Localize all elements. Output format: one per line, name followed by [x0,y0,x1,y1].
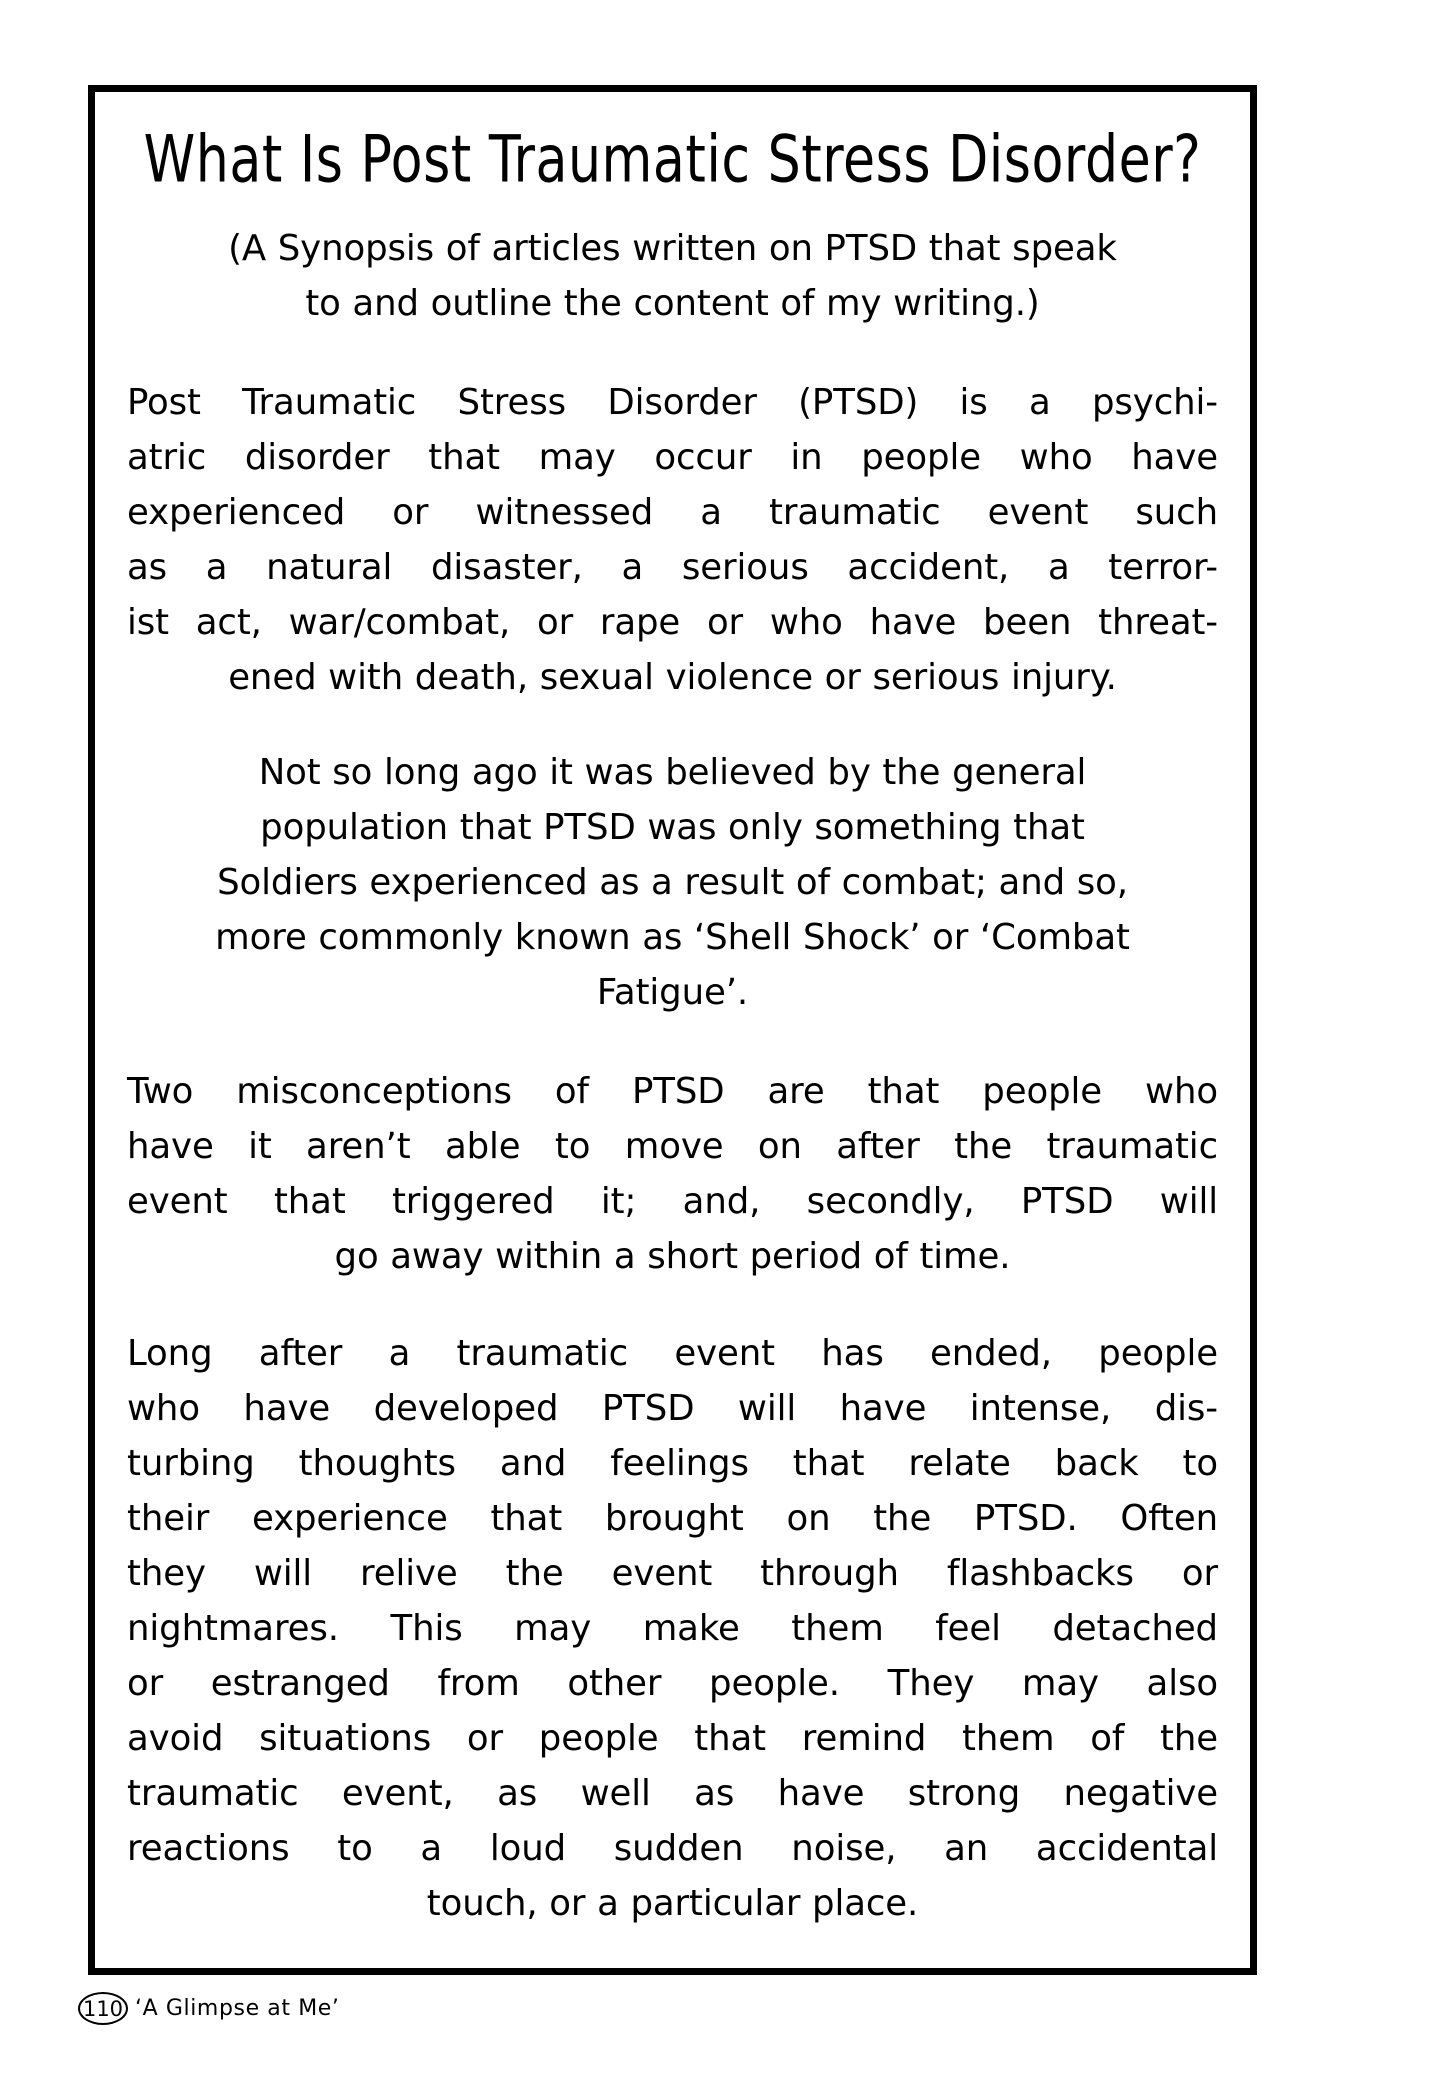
text-line: Long after a traumatic event has ended, people [127,1333,1218,1375]
text-line: or estranged from other people. They may also [127,1663,1218,1705]
text-line: avoid situations or people that remind them of the [127,1718,1218,1760]
page-number-badge: 110 [78,1992,128,2025]
text-line: nightmares. This may make them feel detached [127,1608,1218,1650]
content-frame-border [88,85,1257,1975]
text-line: traumatic event, as well as have strong negative [127,1773,1218,1815]
text-line: reactions to a loud sudden noise, an accidental [127,1828,1218,1870]
text-line: Post Traumatic Stress Disorder (PTSD) is a psychi- [127,382,1218,424]
text-line: atric disorder that may occur in people who have [127,437,1218,479]
book-title-footer: ‘A Glimpse at Me’ [135,1996,340,2021]
text-line: as a natural disaster, a serious accident, a terror- [127,547,1218,589]
text-line: ist act, war/combat, or rape or who have been threat- [127,602,1218,644]
text-line: who have developed PTSD will have intense, dis- [127,1388,1218,1430]
text-line: Fatigue’. [596,972,749,1014]
text-line: Two misconceptions of PTSD are that people who [127,1071,1218,1113]
paragraph-effects [121,1326,1224,1931]
text-line: Not so long ago it was believed by the general [258,752,1087,794]
text-line: go away within a short period of time. [334,1236,1011,1278]
page-title: What Is Post Traumatic Stress Disorder? [143,123,1202,198]
text-line: turbing thoughts and feelings that relate back to [127,1443,1218,1485]
text-line: event that triggered it; and, secondly, PTSD will [127,1181,1218,1223]
text-line: have it aren’t able to move on after the traumatic [127,1126,1218,1168]
paragraph-definition [121,375,1224,705]
text-line: they will relive the event through flashbacks or [127,1553,1218,1595]
text-line: to and outline the content of my writing.) [305,283,1040,325]
text-line: ened with death, sexual violence or serious injury. [228,657,1117,699]
paragraph-misconceptions [121,1064,1224,1284]
text-line: Soldiers experienced as a result of combat; and so, [217,862,1128,904]
content-frame-inner [121,106,1224,1958]
page-footer [78,1992,340,2025]
text-line: population that PTSD was only something that [260,807,1085,849]
text-line: their experience that brought on the PTSD. Often [127,1498,1218,1540]
text-line: experienced or witnessed a traumatic event such [127,492,1218,534]
text-line: (A Synopsis of articles written on PTSD that speak [228,228,1117,270]
paragraph-history [121,745,1224,1020]
text-line: more commonly known as ‘Shell Shock’ or ‘Combat [215,917,1130,959]
paragraph-synopsis [121,221,1224,331]
text-line: touch, or a particular place. [426,1883,919,1925]
